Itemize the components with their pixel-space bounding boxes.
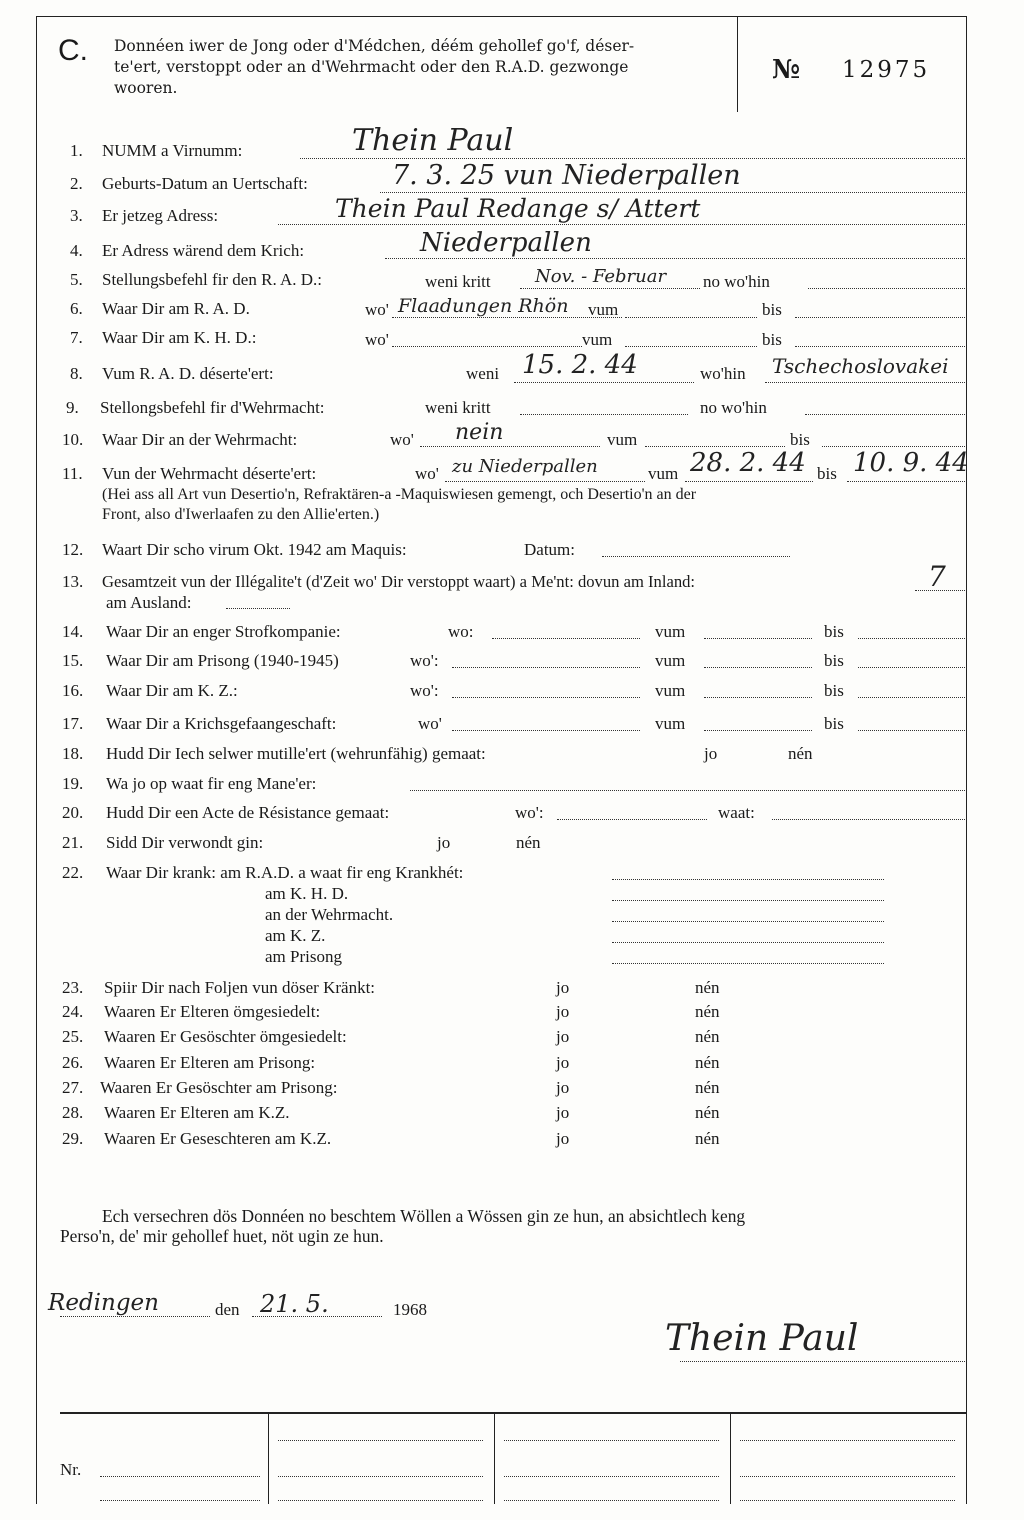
row-23-label: Spiir Dir nach Foljen vun döser Kränkt:: [104, 978, 376, 997]
row-1-number: 1.: [70, 141, 83, 160]
footer-cell-4-line-1[interactable]: [740, 1440, 955, 1441]
row-7-vum-field[interactable]: [625, 346, 757, 347]
row-20-label: Hudd Dir een Acte de Résistance gemaat:: [106, 803, 390, 822]
row-6-bis-field[interactable]: [795, 317, 965, 318]
row-14-wo-label: wo:: [448, 622, 474, 641]
row-18-number: 18.: [62, 744, 84, 763]
signature-place: Redingen: [48, 1290, 159, 1316]
row-25-label: Waaren Er Gesöschter ömgesiedelt:: [104, 1027, 347, 1046]
row-16-wo-label: wo':: [410, 681, 439, 700]
row-22-kz-field[interactable]: [612, 942, 884, 943]
row-15-vum-label: vum: [655, 651, 686, 670]
row-16-bis-field[interactable]: [858, 697, 965, 698]
number-sign: №: [772, 55, 801, 85]
row-3-field[interactable]: [278, 224, 965, 225]
row-14-bis-field[interactable]: [858, 638, 965, 639]
row-6-vum-label: vum: [588, 300, 619, 319]
row-22-sub-kz: am K. Z.: [265, 926, 326, 945]
row-24-label: Waaren Er Elteren ömgesiedelt:: [104, 1002, 321, 1021]
row-19-label: Wa jo op waat fir eng Mane'er:: [106, 774, 317, 793]
row-15-bis-field[interactable]: [858, 667, 965, 668]
row-27-jo-option[interactable]: jo: [556, 1078, 570, 1097]
row-17-bis-field[interactable]: [858, 730, 965, 731]
row-29-number: 29.: [62, 1129, 84, 1148]
row-17-vum-label: vum: [655, 714, 686, 733]
row-20-number: 20.: [62, 803, 84, 822]
row-7-label: Waar Dir am K. H. D.:: [102, 328, 257, 347]
footer-nr-field[interactable]: [100, 1476, 260, 1477]
row-10-bis-label: bis: [790, 430, 810, 449]
row-11-note-line-2: Front, also d'Iwerlaafen zu den Allie'erten.): [102, 506, 380, 523]
row-9-weni-label: weni kritt: [425, 398, 491, 417]
signature-den-label: den: [215, 1300, 240, 1319]
section-letter: C.: [58, 34, 88, 67]
footer-col-divider-1: [268, 1412, 269, 1504]
row-10-label: Waar Dir an der Wehrmacht:: [102, 430, 298, 449]
row-6-number: 6.: [70, 299, 83, 318]
row-28-nen-option[interactable]: nén: [695, 1103, 720, 1122]
row-16-label: Waar Dir am K. Z.:: [106, 681, 238, 700]
row-11-bis-label: bis: [817, 464, 837, 483]
row-4-field[interactable]: [385, 258, 965, 259]
row-2-number: 2.: [70, 174, 83, 193]
row-15-wo-field[interactable]: [452, 667, 640, 668]
row-10-number: 10.: [62, 430, 84, 449]
footer-cell-3-line-1[interactable]: [504, 1440, 719, 1441]
row-16-bis-label: bis: [824, 681, 844, 700]
row-7-bis-field[interactable]: [795, 346, 965, 347]
row-4-number: 4.: [70, 241, 83, 260]
row-2-value: 7. 3. 25 vun Niederpallen: [392, 160, 741, 191]
row-22-sub-prisong: am Prisong: [265, 947, 342, 966]
row-13-ausland-field[interactable]: [226, 608, 290, 609]
row-6-bis-label: bis: [762, 300, 782, 319]
row-7-bis-label: bis: [762, 330, 782, 349]
row-20-wo-field[interactable]: [557, 819, 707, 820]
row-18-label: Hudd Dir Iech selwer mutille'ert (wehrunfähig) gemaat:: [106, 744, 486, 763]
row-9-weni-field[interactable]: [520, 414, 688, 415]
row-13-inland-value: 7: [928, 560, 946, 593]
row-7-number: 7.: [70, 328, 83, 347]
row-13-label: Gesamtzeit vun der Illégalite't (d'Zeit wo' Dir verstoppt waart) a Me'nt: dovun am Inland:: [102, 572, 696, 591]
row-19-number: 19.: [62, 774, 84, 793]
footer-cell-2-line-1[interactable]: [278, 1440, 483, 1441]
row-14-vum-label: vum: [655, 622, 686, 641]
row-9-label: Stellongsbefehl fir d'Wehrmacht:: [100, 398, 325, 417]
row-27-nen-option[interactable]: nén: [695, 1078, 720, 1097]
footer-col-divider-3: [730, 1412, 731, 1504]
row-17-label: Waar Dir a Krichsgefaangeschaft:: [106, 714, 337, 733]
row-29-nen-option[interactable]: nén: [695, 1129, 720, 1148]
row-4-value: Niederpallen: [420, 228, 592, 258]
row-2-field[interactable]: [380, 192, 965, 193]
row-16-vum-label: vum: [655, 681, 686, 700]
row-15-label: Waar Dir am Prisong (1940-1945): [106, 651, 339, 670]
row-23-nen-option[interactable]: nén: [695, 978, 720, 997]
row-18-jo-option[interactable]: jo: [704, 744, 718, 763]
row-1-value: Thein Paul: [352, 123, 514, 158]
row-22-number: 22.: [62, 863, 84, 882]
row-10-vum-field[interactable]: [645, 446, 785, 447]
row-16-vum-field[interactable]: [704, 697, 812, 698]
row-19-field[interactable]: [410, 790, 965, 791]
row-22-khd-field[interactable]: [612, 900, 884, 901]
row-20-waat-field[interactable]: [772, 819, 965, 820]
row-11-vum-label: vum: [648, 464, 679, 483]
row-10-wo-value: nein: [455, 420, 504, 445]
signature-name: Thein Paul: [665, 1318, 859, 1359]
row-18-nen-option[interactable]: nén: [788, 744, 813, 763]
row-11-bis-field[interactable]: [847, 481, 965, 482]
row-8-label: Vum R. A. D. déserte'ert:: [102, 364, 274, 383]
row-10-vum-label: vum: [607, 430, 638, 449]
row-5-wohin-label: no wo'hin: [703, 272, 770, 291]
header-divider: [737, 16, 738, 112]
row-28-number: 28.: [62, 1103, 84, 1122]
row-7-wo-label: wo': [365, 330, 389, 349]
row-10-wo-label: wo': [390, 430, 414, 449]
signature-field[interactable]: [680, 1361, 965, 1362]
row-26-nen-option[interactable]: nén: [695, 1053, 720, 1072]
row-1-label: NUMM a Virnumm:: [102, 141, 243, 160]
row-28-label: Waaren Er Elteren am K.Z.: [104, 1103, 290, 1122]
row-6-wo-label: wo': [365, 300, 389, 319]
row-8-weni-field[interactable]: [514, 382, 694, 383]
row-5-weni-label: weni kritt: [425, 272, 491, 291]
row-14-label: Waar Dir an enger Strofkompanie:: [106, 622, 341, 641]
row-13-ausland-label: am Ausland:: [106, 593, 192, 612]
footer-cell-3-line-2[interactable]: [504, 1476, 719, 1477]
row-12-datum-label: Datum:: [524, 540, 575, 559]
intro-line-2: te'ert, verstoppt oder an d'Wehrmacht oder den R.A.D. gezwonge: [114, 58, 629, 76]
row-24-nen-option[interactable]: nén: [695, 1002, 720, 1021]
row-29-label: Waaren Er Geseschteren am K.Z.: [104, 1129, 332, 1148]
row-10-bis-field[interactable]: [822, 446, 965, 447]
row-21-jo-option[interactable]: jo: [437, 833, 451, 852]
row-12-datum-field[interactable]: [602, 556, 790, 557]
row-11-number: 11.: [62, 464, 83, 483]
row-6-vum-field[interactable]: [625, 317, 757, 318]
row-9-number: 9.: [66, 398, 79, 417]
row-1-field[interactable]: [300, 158, 965, 159]
footer-col-divider-2: [494, 1412, 495, 1504]
row-8-number: 8.: [70, 364, 83, 383]
intro-line-1: Donnéen iwer de Jong oder d'Médchen, déém gehollef go'f, déser-: [114, 37, 635, 55]
row-5-weni-field[interactable]: [520, 288, 700, 289]
row-20-wo-label: wo':: [515, 803, 544, 822]
header-top-border: [36, 16, 966, 17]
footer-cell-1-line-3[interactable]: [100, 1500, 260, 1501]
row-15-vum-field[interactable]: [704, 667, 812, 668]
row-11-wo-field[interactable]: [445, 481, 645, 482]
page-right-border: [966, 16, 967, 1504]
row-22-sub-wehrmacht: an der Wehrmacht.: [265, 905, 394, 924]
row-16-number: 16.: [62, 681, 84, 700]
row-14-vum-field[interactable]: [704, 638, 812, 639]
row-28-jo-option[interactable]: jo: [556, 1103, 570, 1122]
row-3-label: Er jetzeg Adress:: [102, 206, 219, 225]
row-22-prisong-field[interactable]: [612, 963, 884, 964]
row-12-label: Waart Dir scho virum Okt. 1942 am Maquis:: [102, 540, 407, 559]
row-23-number: 23.: [62, 978, 84, 997]
row-5-weni-value: Nov. - Februar: [535, 266, 667, 287]
row-11-label: Vun der Wehrmacht déserte'ert:: [102, 464, 317, 483]
footer-cell-3-line-3[interactable]: [504, 1500, 719, 1501]
row-14-number: 14.: [62, 622, 84, 641]
intro-line-3: wooren.: [114, 79, 178, 97]
row-26-number: 26.: [62, 1053, 84, 1072]
row-26-label: Waaren Er Elteren am Prisong:: [104, 1053, 316, 1072]
row-17-number: 17.: [62, 714, 84, 733]
row-26-jo-option[interactable]: jo: [556, 1053, 570, 1072]
row-4-label: Er Adress wärend dem Krich:: [102, 241, 305, 260]
row-8-wohin-field[interactable]: [765, 382, 965, 383]
row-11-vum-field[interactable]: [685, 481, 813, 482]
declaration-line-1: Ech versechren dös Donnéen no beschtem Wöllen a Wössen gin ze hun, an absichtlech keng: [102, 1206, 746, 1226]
footer-cell-2-line-3[interactable]: [278, 1500, 483, 1501]
row-7-wo-field[interactable]: [392, 346, 582, 347]
row-16-wo-field[interactable]: [452, 697, 640, 698]
row-22-label: Waar Dir krank: am R.A.D. a waat fir eng Krankhét:: [106, 863, 464, 882]
row-7-vum-label: vum: [582, 330, 613, 349]
form-number: 12975: [842, 57, 931, 83]
row-10-wo-field[interactable]: [420, 446, 600, 447]
row-25-jo-option[interactable]: jo: [556, 1027, 570, 1046]
row-23-jo-option[interactable]: jo: [556, 978, 570, 997]
row-9-wohin-field[interactable]: [805, 414, 965, 415]
signature-date: 21. 5.: [260, 1290, 329, 1318]
page-left-border: [36, 16, 37, 1504]
row-2-label: Geburts-Datum an Uertschaft:: [102, 174, 308, 193]
row-29-jo-option[interactable]: jo: [556, 1129, 570, 1148]
row-11-wo-value: zu Niederpallen: [452, 456, 598, 477]
row-6-label: Waar Dir am R. A. D.: [102, 299, 250, 318]
row-27-number: 27.: [62, 1078, 84, 1097]
row-8-wohin-label: wo'hin: [700, 364, 746, 383]
row-15-bis-label: bis: [824, 651, 844, 670]
row-17-bis-label: bis: [824, 714, 844, 733]
row-21-number: 21.: [62, 833, 84, 852]
row-25-number: 25.: [62, 1027, 84, 1046]
footer-nr-label: Nr.: [60, 1460, 82, 1479]
row-22-rad-field[interactable]: [612, 879, 884, 880]
row-6-wo-value: Flaadungen Rhön: [398, 295, 569, 317]
footer-top-border: [60, 1412, 966, 1414]
declaration-line-2: Perso'n, de' mir gehollef huet, nöt ugin ze hun.: [60, 1226, 384, 1246]
row-14-wo-field[interactable]: [492, 638, 640, 639]
row-25-nen-option[interactable]: nén: [695, 1027, 720, 1046]
row-8-wohin-value: Tschechoslovakei: [772, 354, 949, 378]
footer-cell-4-line-3[interactable]: [740, 1500, 955, 1501]
footer-cell-2-line-2[interactable]: [278, 1476, 483, 1477]
row-5-number: 5.: [70, 270, 83, 289]
row-20-waat-label: waat:: [718, 803, 755, 822]
row-27-label: Waaren Er Gesöschter am Prisong:: [100, 1078, 338, 1097]
signature-year: 1968: [393, 1300, 427, 1319]
row-9-wohin-label: no wo'hin: [700, 398, 767, 417]
place-field[interactable]: [60, 1316, 210, 1317]
row-11-wo-label: wo': [415, 464, 439, 483]
row-12-number: 12.: [62, 540, 84, 559]
row-17-wo-label: wo': [418, 714, 442, 733]
row-17-wo-field[interactable]: [452, 730, 640, 731]
row-15-wo-label: wo':: [410, 651, 439, 670]
row-15-number: 15.: [62, 651, 84, 670]
row-11-bis-value: 10. 9. 44: [853, 448, 969, 478]
row-24-number: 24.: [62, 1002, 84, 1021]
row-21-label: Sidd Dir verwondt gin:: [106, 833, 264, 852]
row-8-weni-value: 15. 2. 44: [522, 350, 638, 380]
row-3-value: Thein Paul Redange s/ Attert: [335, 194, 701, 223]
row-14-bis-label: bis: [824, 622, 844, 641]
row-11-note-line-1: (Hei ass all Art vun Desertio'n, Refraktären-a -Maquiswiesen gemengt, och Desertio'n an der: [102, 486, 697, 503]
row-22-wehrmacht-field[interactable]: [612, 921, 884, 922]
row-11-vum-value: 28. 2. 44: [690, 448, 806, 478]
row-5-wohin-field[interactable]: [808, 288, 965, 289]
row-17-vum-field[interactable]: [704, 730, 812, 731]
row-8-weni-label: weni: [466, 364, 500, 383]
row-13-number: 13.: [62, 572, 84, 591]
row-21-nen-option[interactable]: nén: [516, 833, 541, 852]
row-3-number: 3.: [70, 206, 83, 225]
row-24-jo-option[interactable]: jo: [556, 1002, 570, 1021]
row-22-sub-khd: am K. H. D.: [265, 884, 349, 903]
row-5-label: Stellungsbefehl fir den R. A. D.:: [102, 270, 323, 289]
footer-cell-4-line-2[interactable]: [740, 1476, 955, 1477]
